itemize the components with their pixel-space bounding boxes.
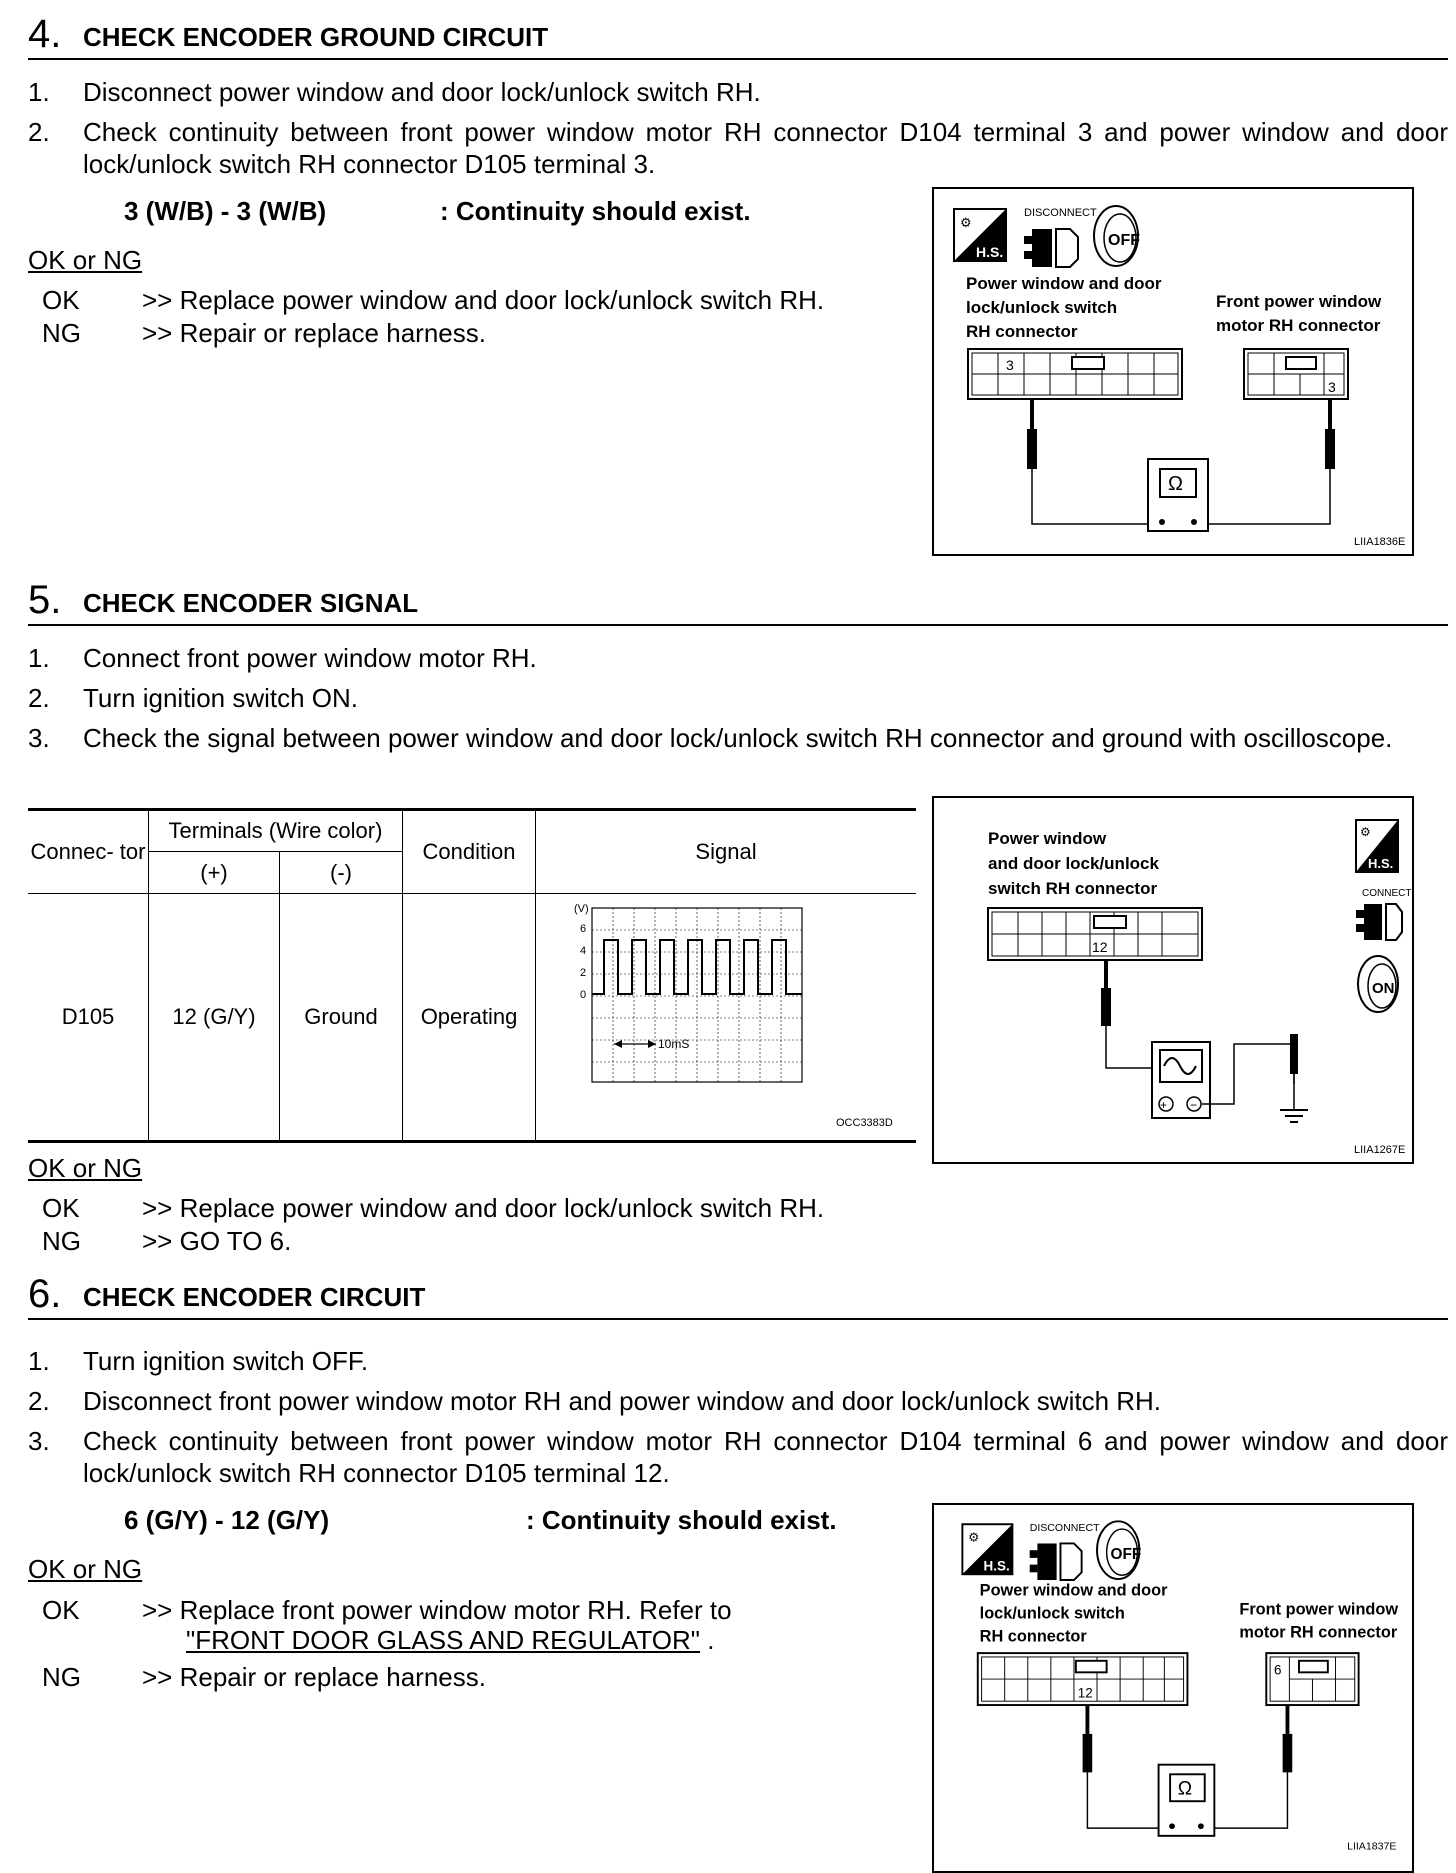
ok-text: >> Replace power window and door lock/unlock switch RH. (142, 285, 825, 315)
col-signal: Signal (536, 810, 917, 894)
svg-text:OCC3383D: OCC3383D (836, 1117, 893, 1129)
right-connector (1266, 1653, 1358, 1705)
ng-result (42, 1225, 292, 1257)
cell-connector: D105 (28, 894, 149, 1142)
svg-text:6: 6 (1273, 1662, 1282, 1678)
svg-text:2: 2 (580, 967, 587, 979)
section-6-header (28, 1272, 1448, 1320)
ng-key: NG (42, 1226, 81, 1256)
state-label: DISCONNECT (1029, 1521, 1100, 1534)
ng-text: >> Repair or replace harness. (142, 318, 486, 348)
section-4-header (28, 12, 1448, 60)
ohmmeter-icon (1148, 459, 1208, 531)
step-number: 1. (28, 643, 50, 673)
spec-result: : Continuity should exist. (526, 1505, 837, 1535)
svg-text:12: 12 (1092, 939, 1108, 955)
state-label: CONNECT (1362, 888, 1412, 899)
ignition-key-icon (1094, 206, 1140, 266)
section-title: CHECK ENCODER CIRCUIT (83, 1282, 426, 1312)
step-number: 3. (28, 723, 50, 753)
section-number: 5. (28, 578, 62, 622)
step-text: Connect front power window motor RH. (83, 643, 537, 673)
right-connector (1244, 349, 1348, 399)
oscilloscope-waveform (538, 894, 914, 1134)
right-connector-label: Front power window motor RH connector (1216, 292, 1382, 335)
state-label: DISCONNECT (1024, 207, 1097, 219)
col-condition: Condition (403, 810, 536, 894)
hs-icon (1356, 820, 1398, 872)
ng-text: >> Repair or replace harness. (142, 1662, 486, 1692)
col-terminals: Terminals (Wire color) (149, 810, 403, 852)
svg-text:10mS: 10mS (658, 1037, 690, 1051)
ignition-key-icon (1097, 1521, 1141, 1579)
svg-text:3: 3 (1006, 357, 1014, 373)
step (28, 722, 1448, 754)
step (28, 116, 1448, 180)
left-connector (968, 349, 1182, 399)
oscilloscope-icon (1152, 1042, 1210, 1118)
ok-ng-heading: OK or NG (28, 1554, 143, 1584)
section-title: CHECK ENCODER SIGNAL (83, 588, 419, 618)
ok-result (42, 1192, 825, 1224)
cell-plus: 12 (G/Y) (149, 894, 280, 1142)
cell-condition: Operating (403, 894, 536, 1142)
ng-key: NG (42, 1662, 81, 1692)
cell-signal (536, 894, 917, 1142)
svg-text:ON: ON (1372, 980, 1395, 997)
figure-s6 (932, 1503, 1414, 1873)
ng-result (42, 1661, 486, 1693)
ng-key: NG (42, 318, 81, 348)
ok-result (42, 284, 825, 316)
svg-text:H.S.: H.S. (983, 1558, 1010, 1574)
connector-icon (1030, 1543, 1082, 1580)
step-number: 2. (28, 117, 50, 147)
section-number: 4. (28, 12, 62, 56)
svg-text:H.S.: H.S. (1368, 856, 1394, 871)
table-row (28, 894, 916, 1142)
section-title: CHECK ENCODER GROUND CIRCUIT (83, 22, 549, 52)
step-text: Turn ignition switch OFF. (83, 1346, 369, 1376)
connector-icon (1024, 229, 1078, 267)
signal-table (28, 808, 916, 1143)
right-connector-label: Front power window motor RH connector (1239, 1600, 1399, 1642)
ok-key: OK (42, 285, 80, 315)
svg-text:3: 3 (1328, 379, 1336, 395)
step-number: 1. (28, 1346, 50, 1376)
hs-icon (954, 209, 1006, 261)
section-number: 6. (28, 1272, 62, 1316)
ok-key: OK (42, 1595, 80, 1625)
reference-link[interactable]: "FRONT DOOR GLASS AND REGULATOR" (186, 1625, 700, 1655)
step-text: Check continuity between front power window motor RH connector D104 terminal 6 and power window and door lock/unlock switch RH connector D105 terminal 12. (83, 1426, 1448, 1488)
ng-text: >> GO TO 6. (142, 1226, 292, 1256)
ignition-key-icon (1358, 956, 1398, 1012)
svg-text:⚙: ⚙ (968, 1530, 980, 1545)
svg-text:⚙: ⚙ (1360, 825, 1371, 839)
step (28, 1425, 1448, 1489)
connector-icon (1356, 904, 1402, 940)
step (28, 76, 1448, 108)
ok-text: >> Replace power window and door lock/unlock switch RH. (142, 1193, 825, 1223)
step (28, 1385, 1448, 1417)
svg-text:OFF: OFF (1108, 232, 1140, 249)
svg-text:⚙: ⚙ (960, 215, 972, 230)
hs-icon (962, 1524, 1012, 1574)
step-number: 3. (28, 1426, 50, 1456)
step-text: Disconnect power window and door lock/unlock switch RH. (83, 77, 761, 107)
step-number: 1. (28, 77, 50, 107)
step (28, 642, 1448, 674)
col-plus: (+) (149, 852, 280, 894)
ok-text: >> Replace front power window motor RH. Refer to (142, 1595, 732, 1625)
step (28, 1345, 1448, 1377)
col-minus: (-) (280, 852, 403, 894)
step-text: Disconnect front power window motor RH and power window and door lock/unlock switch RH. (83, 1386, 1162, 1416)
figure-s4 (932, 187, 1414, 556)
ok-key: OK (42, 1193, 80, 1223)
svg-text:12: 12 (1077, 1685, 1093, 1701)
svg-text:Ω: Ω (1177, 1778, 1193, 1800)
svg-text:Ω: Ω (1168, 473, 1183, 495)
svg-text:4: 4 (580, 945, 587, 957)
ok-ng-heading: OK or NG (28, 1153, 143, 1183)
ground-icon (1280, 1074, 1308, 1122)
spec-terminals: 6 (G/Y) - 12 (G/Y) (124, 1505, 330, 1535)
step-number: 2. (28, 1386, 50, 1416)
col-connector: Connec- tor (28, 810, 149, 894)
figure-code: LIIA1267E (1354, 1144, 1406, 1156)
left-connector-label: Power window and door lock/unlock switch RH connector (979, 1581, 1168, 1646)
section-5-header (28, 578, 1448, 626)
step-text: Check continuity between front power window motor RH connector D104 terminal 3 and power window and door lock/unlock switch RH connector D105 terminal 3. (83, 117, 1448, 179)
ok-ng-heading: OK or NG (28, 245, 143, 275)
spec-result: : Continuity should exist. (440, 196, 751, 226)
left-connector (978, 1653, 1188, 1705)
ok-reference: "FRONT DOOR GLASS AND REGULATOR" . (186, 1625, 715, 1655)
switch-connector (988, 908, 1202, 960)
svg-text:−: − (1190, 1098, 1198, 1112)
svg-text:(V): (V) (574, 903, 589, 915)
svg-text:6: 6 (580, 923, 587, 935)
figure-code: LIIA1837E (1347, 1840, 1397, 1853)
left-connector-label: Power window and door lock/unlock switch RH connector (966, 274, 1162, 341)
ohmmeter-icon (1159, 1765, 1215, 1836)
ok-result (42, 1594, 732, 1626)
step (28, 682, 1448, 714)
figure-code: LIIA1836E (1354, 536, 1406, 548)
svg-text:H.S.: H.S. (976, 244, 1004, 260)
svg-text:+: + (1160, 1098, 1168, 1112)
svg-text:OFF: OFF (1110, 1545, 1142, 1563)
figure-s5 (932, 796, 1414, 1164)
step-number: 2. (28, 683, 50, 713)
connector-label: Power window and door lock/unlock switch RH connector (988, 829, 1159, 898)
step-text: Check the signal between power window and door lock/unlock switch RH connector and ground with oscilloscope. (83, 723, 1393, 753)
spec-terminals: 3 (W/B) - 3 (W/B) (124, 196, 327, 226)
svg-text:0: 0 (580, 989, 587, 1001)
cell-minus: Ground (280, 894, 403, 1142)
step-text: Turn ignition switch ON. (83, 683, 359, 713)
ng-result (42, 317, 486, 349)
